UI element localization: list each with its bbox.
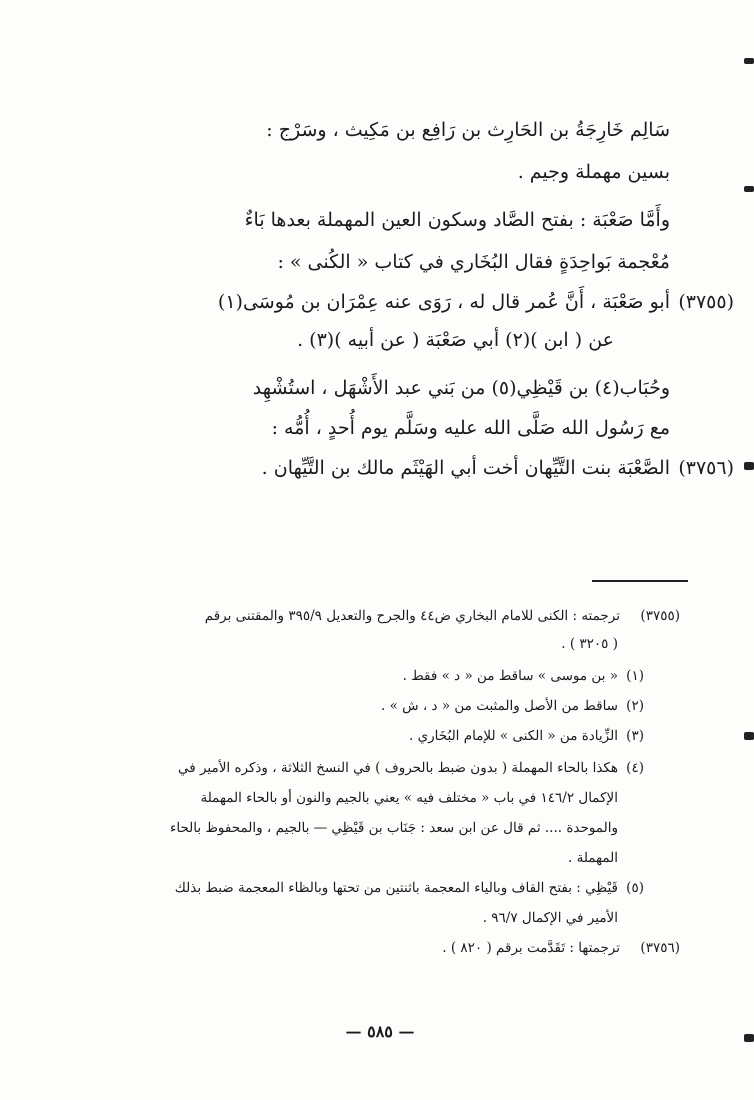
footnote-line-7: الإكمال ١٤٦/٢ في باب « مختلف فيه » يعني بالجيم والنون أو بالحاء المهملة xyxy=(200,790,618,806)
scan-mark xyxy=(744,58,754,64)
footnote-line-9: المهملة . xyxy=(568,850,618,866)
footnote-line-3: « بن موسى » ساقط من « د » فقط . xyxy=(402,668,618,684)
footnote-line-2: ( ٣٢٠٥ ) . xyxy=(561,636,618,652)
footnote-number-3755: (٣٧٥٥) xyxy=(640,608,680,624)
footnote-number-1: (١) xyxy=(626,668,644,684)
body-line-6: عن ( ابن )(٢) أبي صَعْبَة ( عن أبيه )(٣) . xyxy=(297,329,614,351)
scan-mark xyxy=(744,462,754,470)
footnote-line-10: قَيْظِي : بفتح القاف وبالياء المعجمة باثنتين من تحتها وبالظاء المعجمة ضبط بذلك xyxy=(174,880,618,896)
footnote-number-5: (٥) xyxy=(626,880,644,896)
body-line-8: مع رَسُول الله صَلَّى الله عليه وسَلَّم يوم أُحدٍ ، أُمُّه : xyxy=(271,417,670,439)
page-number: — ٥٨٥ — xyxy=(345,1022,415,1041)
body-line-1: سَالِم خَارِجَةُ بن الحَارِث بن رَافِع بن مَكِيث ، وسَرْج : xyxy=(266,119,670,141)
scan-mark xyxy=(744,732,754,740)
footnote-separator xyxy=(592,580,688,582)
footnote-line-4: ساقط من الأصل والمثبت من « د ، ش » . xyxy=(380,698,618,714)
body-line-9: الصَّعْبَة بنت التَّيِّهان أخت أبي الهَيْثَم مالك بن التَّيِّهان . xyxy=(261,457,670,479)
footnote-line-5: الزِّيادة من « الكنى » للإمام البُخَاري . xyxy=(409,728,618,744)
footnote-line-8: والموحدة .... ثم قال عن ابن سعد : جَنَاب بن قَيْظِي — بالجيم ، والمحفوظ بالحاء xyxy=(170,820,618,836)
footnote-line-11: الأمير في الإكمال ٩٦/٧ . xyxy=(482,910,618,926)
footnote-line-6: هكذا بالحاء المهملة ( بدون ضبط بالحروف ) في النسخ الثلاثة ، وذكره الأمير في xyxy=(177,760,618,776)
scan-mark xyxy=(744,186,754,192)
scan-mark xyxy=(744,1034,754,1042)
footnote-number-2: (٢) xyxy=(626,698,644,714)
body-line-3: وأَمَّا صَعْبَة : بفتح الصَّاد وسكون العين المهملة بعدها بَاءٌ xyxy=(244,209,670,231)
footnote-number-3756: (٣٧٥٦) xyxy=(640,940,680,956)
footnote-number-4: (٤) xyxy=(626,760,644,776)
footnote-number-3: (٣) xyxy=(626,728,644,744)
footnote-line-12: ترجمتها : تَقَدَّمت برقم ( ٨٢٠ ) . xyxy=(442,940,620,956)
body-line-2: بسين مهملة وجيم . xyxy=(517,161,670,183)
entry-number-3755: (٣٧٥٥) xyxy=(678,291,734,313)
body-line-4: مُعْجمة بَواحِدَةٍ فقال البُخَاري في كتاب « الكُنى » : xyxy=(277,251,670,273)
body-line-5: أبو صَعْبَة ، أَنَّ عُمر قال له ، رَوَى عنه عِمْرَان بن مُوسَى(١) xyxy=(217,291,670,313)
entry-number-3756: (٣٧٥٦) xyxy=(678,457,734,479)
footnote-line-1: ترجمته : الكنى للامام البخاري ض٤٤ والجرح والتعديل ٣٩٥/٩ والمقتنى برقم xyxy=(204,608,620,624)
body-line-7: وحُبَاب(٤) بن قَيْظِي(٥) من بَني عبد الأَشْهَل ، استُشْهِد xyxy=(252,377,670,399)
